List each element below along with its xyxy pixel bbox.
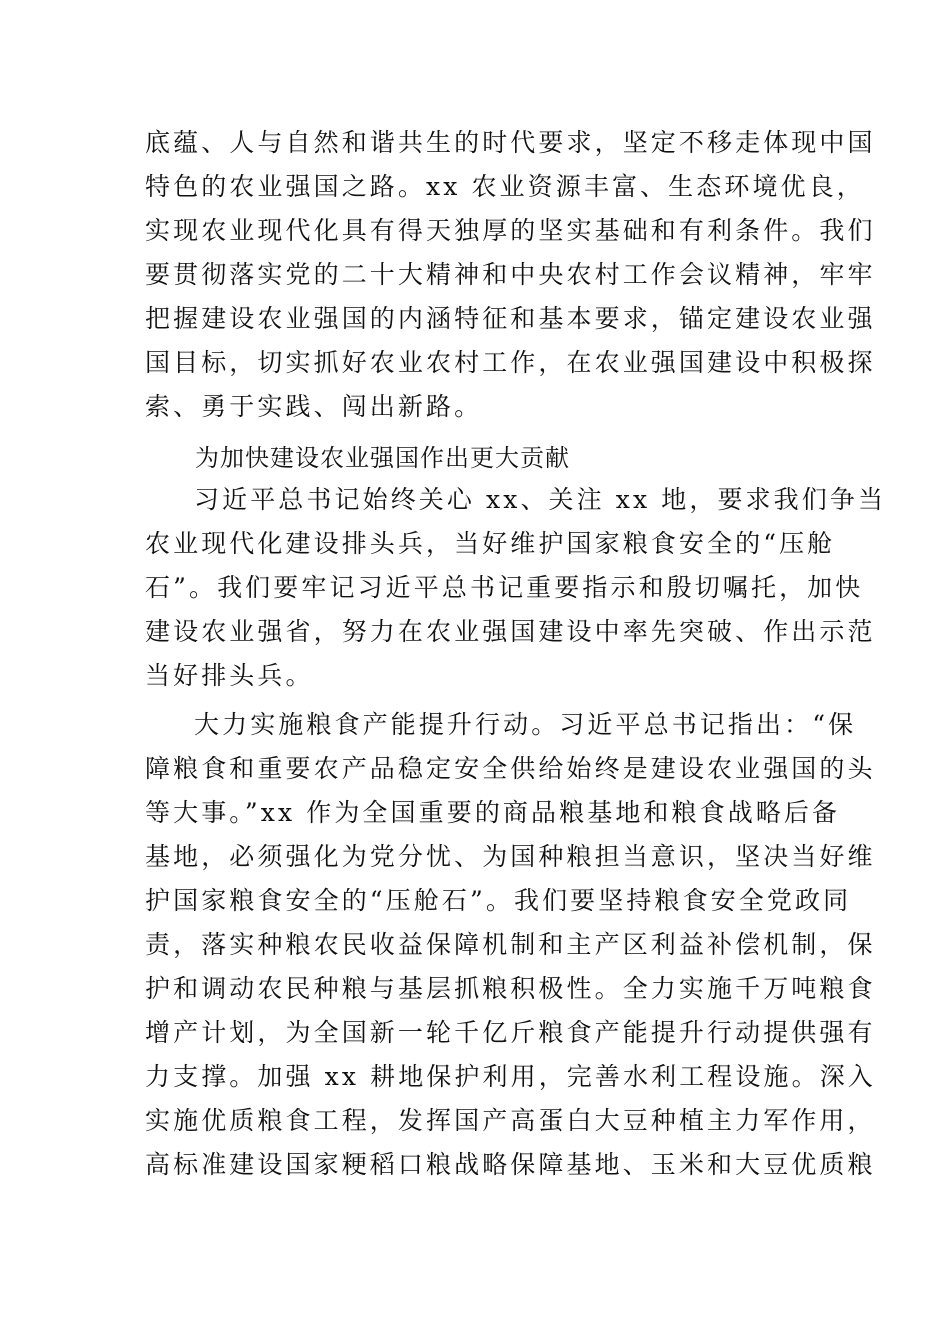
paragraph-2-line-2: 农业现代化建设排头兵，当好维护国家粮食安全的“压舱 <box>145 529 836 558</box>
paragraph-2-line-4: 建设农业强省，努力在农业强国建设中率先突破、作出示范 <box>145 617 876 646</box>
paragraph-3-line-6: 责，落实种粮农民收益保障机制和主产区利益补偿机制，保 <box>145 930 876 959</box>
paragraph-2-line-3: 石”。我们要牢记习近平总书记重要指示和殷切嘱托，加快 <box>145 573 864 602</box>
paragraph-1-line-5: 把握建设农业强国的内涵特征和基本要求，锚定建设农业强 <box>145 304 876 333</box>
paragraph-1 <box>145 121 876 429</box>
paragraph-2-line-5: 当好排头兵。 <box>145 661 314 690</box>
paragraph-1-line-7: 索、勇于实践、闯出新路。 <box>145 392 483 421</box>
paragraph-1-line-6: 国目标，切实抓好农业农村工作，在农业强国建设中积极探 <box>145 348 876 377</box>
paragraph-2 <box>145 478 887 698</box>
section-heading: 为加快建设农业强国作出更大贡献 <box>195 444 570 472</box>
paragraph-3 <box>145 703 876 1187</box>
paragraph-3-line-9: 力支撑。加强 xx 耕地保护利用，完善水利工程设施。深入 <box>145 1062 876 1091</box>
paragraph-3-line-3: 等大事。”xx 作为全国重要的商品粮基地和粮食战略后备 <box>145 798 841 827</box>
paragraph-3-line-5: 护国家粮食安全的“压舱石”。我们要坚持粮食安全党政同 <box>145 886 852 915</box>
paragraph-3-line-1: 大力实施粮食产能提升行动。习近平总书记指出：“保 <box>194 710 857 739</box>
paragraph-3-line-8: 增产计划，为全国新一轮千亿斤粮食产能提升行动提供强有 <box>145 1018 876 1047</box>
paragraph-3-line-10: 实施优质粮食工程，发挥国产高蛋白大豆种植主力军作用， <box>145 1106 876 1135</box>
paragraph-3-line-4: 基地，必须强化为党分忧、为国种粮担当意识，坚决当好维 <box>145 842 876 871</box>
paragraph-3-line-11: 高标准建设国家粳稻口粮战略保障基地、玉米和大豆优质粮 <box>145 1150 876 1179</box>
paragraph-3-line-7: 护和调动农民种粮与基层抓粮积极性。全力实施千万吨粮食 <box>145 974 876 1003</box>
paragraph-1-line-2: 特色的农业强国之路。xx 农业资源丰富、生态环境优良， <box>145 172 865 201</box>
paragraph-2-line-1: 习近平总书记始终关心 xx、关注 xx 地，要求我们争当 <box>194 485 887 514</box>
paragraph-1-line-4: 要贯彻落实党的二十大精神和中央农村工作会议精神，牢牢 <box>145 260 876 289</box>
paragraph-1-line-1: 底蕴、人与自然和谐共生的时代要求，坚定不移走体现中国 <box>145 128 876 157</box>
paragraph-1-line-3: 实现农业现代化具有得天独厚的坚实基础和有利条件。我们 <box>145 216 876 245</box>
paragraph-3-line-2: 障粮食和重要农产品稳定安全供给始终是建设农业强国的头 <box>145 754 876 783</box>
